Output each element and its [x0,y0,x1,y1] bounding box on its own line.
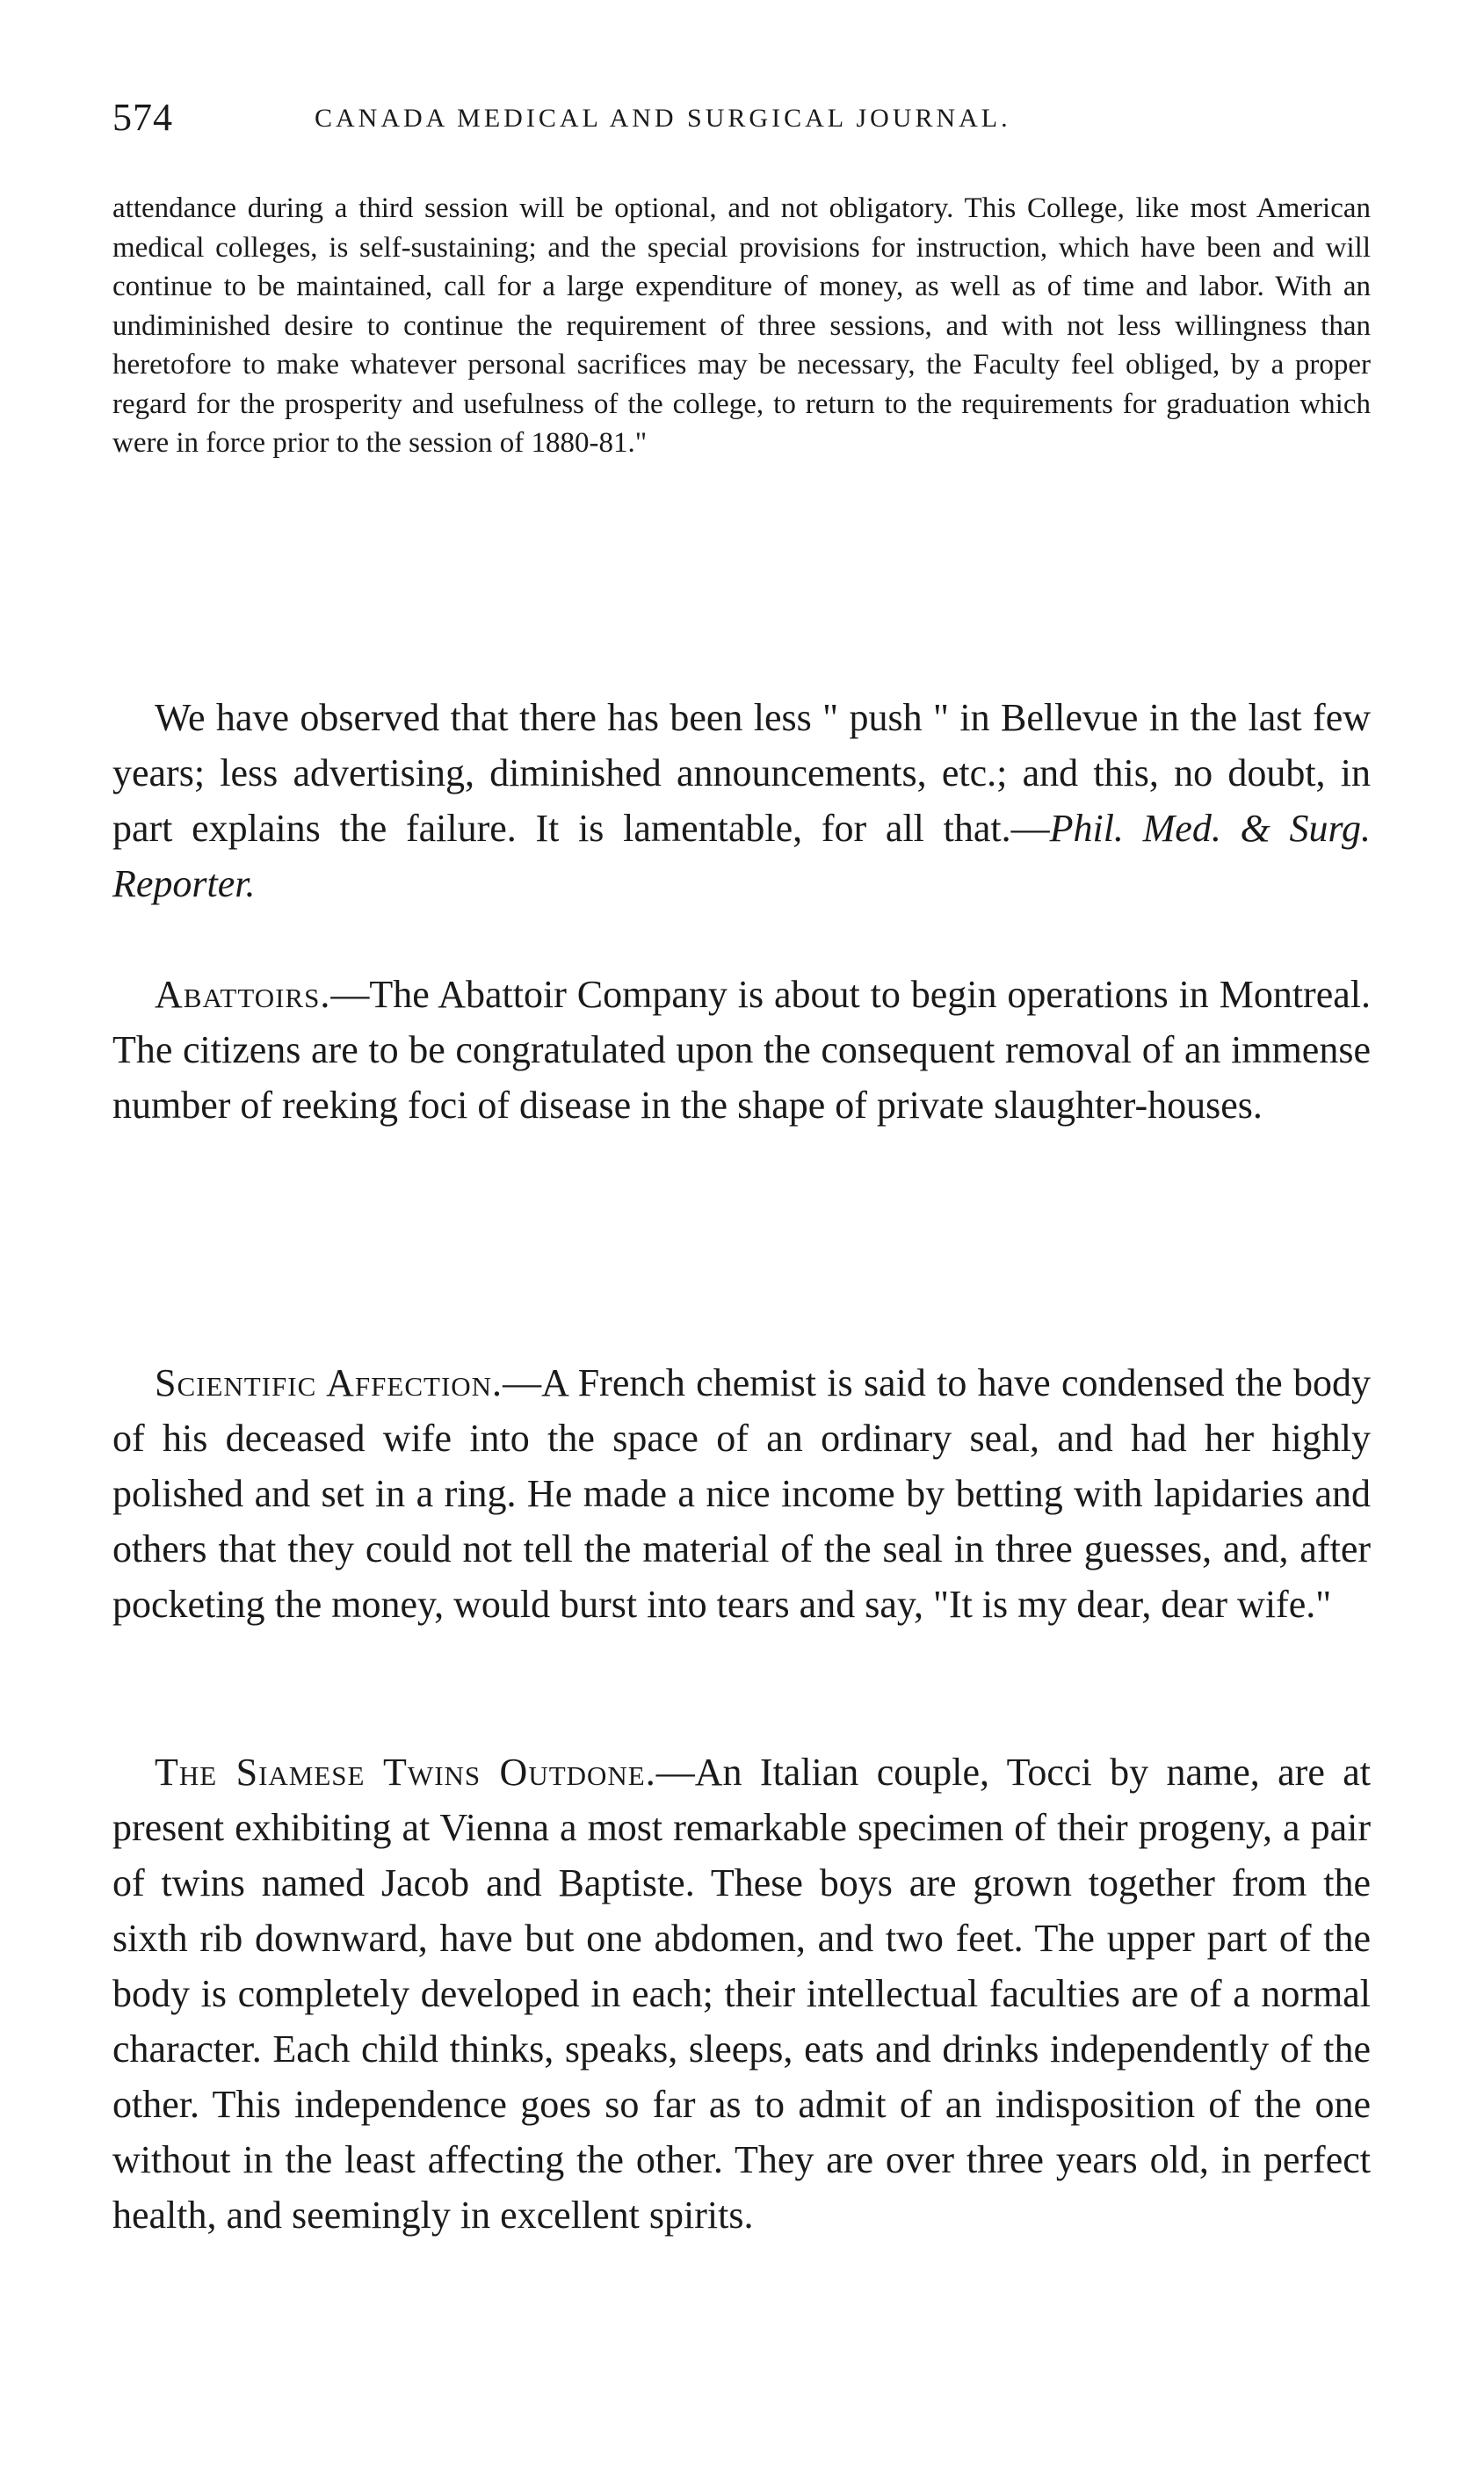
paragraph-body: —An Italian couple, Tocci by name, are at present exhibiting at Vienna a most remarkable specimen of their progeny, a pair of twins named Jacob and Baptiste. These boys are grown together from the sixth rib downward, have but one abdomen, and two feet. The upper part of the body is completely developed in each; their intellectual faculties are of a normal character. Each child thinks, speaks, sleeps, eats and drinks independently of the other. This independence goes so far as to admit of an indisposition of the one without in the least affecting the other. They are over three years old, in perfect health, and seemingly in excellent spirits. [112,1751,1372,2237]
quoted-passage: attendance during a third session will be optional, and not obligatory. This College, like most American medical colleges, is self-sustaining; and the special provisions for instruction, which have been and will continue to be maintained, call for a large expenditure of money, as well as of time and labor. With an undiminished desire to continue the requirement of three sessions, and with not less willingness than heretofore to make whatever personal sacrifices may be necessary, the Faculty feel obliged, by a proper regard for the prosperity and usefulness of the college, to return to the requirements for graduation which were in force prior to the session of 1880-81." [112,192,1371,459]
paragraph-heading: The Siamese Twins Outdone. [155,1751,656,1794]
paragraph-body: We have observed that there has been less " push " in Bellevue in the last few years; less advertising, diminished announcements, etc.; and this, no doubt, in part explains the failure. It is lamentable, for all that.— [112,696,1371,850]
paragraph-scientific-affection [112,1355,1371,1632]
paragraph-abattoirs [112,967,1371,1133]
paragraph-heading: Scientific Affection. [155,1361,503,1404]
paragraph-siamese-twins [112,1744,1371,2243]
citation: Phil. Med. & Surg. Reporter. [112,807,1371,905]
paragraph-bellevue [112,690,1371,911]
paragraph-heading: Abattoirs. [155,973,331,1016]
paragraph-body: —A French chemist is said to have condensed the body of his deceased wife into the space of an ordinary seal, and had her highly polished and set in a ring. He made a nice income by betting with lapidaries and others that they could not tell the material of the seal in three guesses, and, after pocketing the money, would burst into tears and say, "It is my dear, dear wife." [112,1361,1371,1626]
page-number: 574 [112,96,173,139]
running-head: CANADA MEDICAL AND SURGICAL JOURNAL. [315,104,1011,133]
page-header [112,95,1371,148]
paragraph-body: —The Abattoir Company is about to begin operations in Montreal. The citizens are to be congratulated upon the consequent removal of an immense number of reeking foci of disease in the shape of private slaughter-houses. [112,973,1371,1127]
